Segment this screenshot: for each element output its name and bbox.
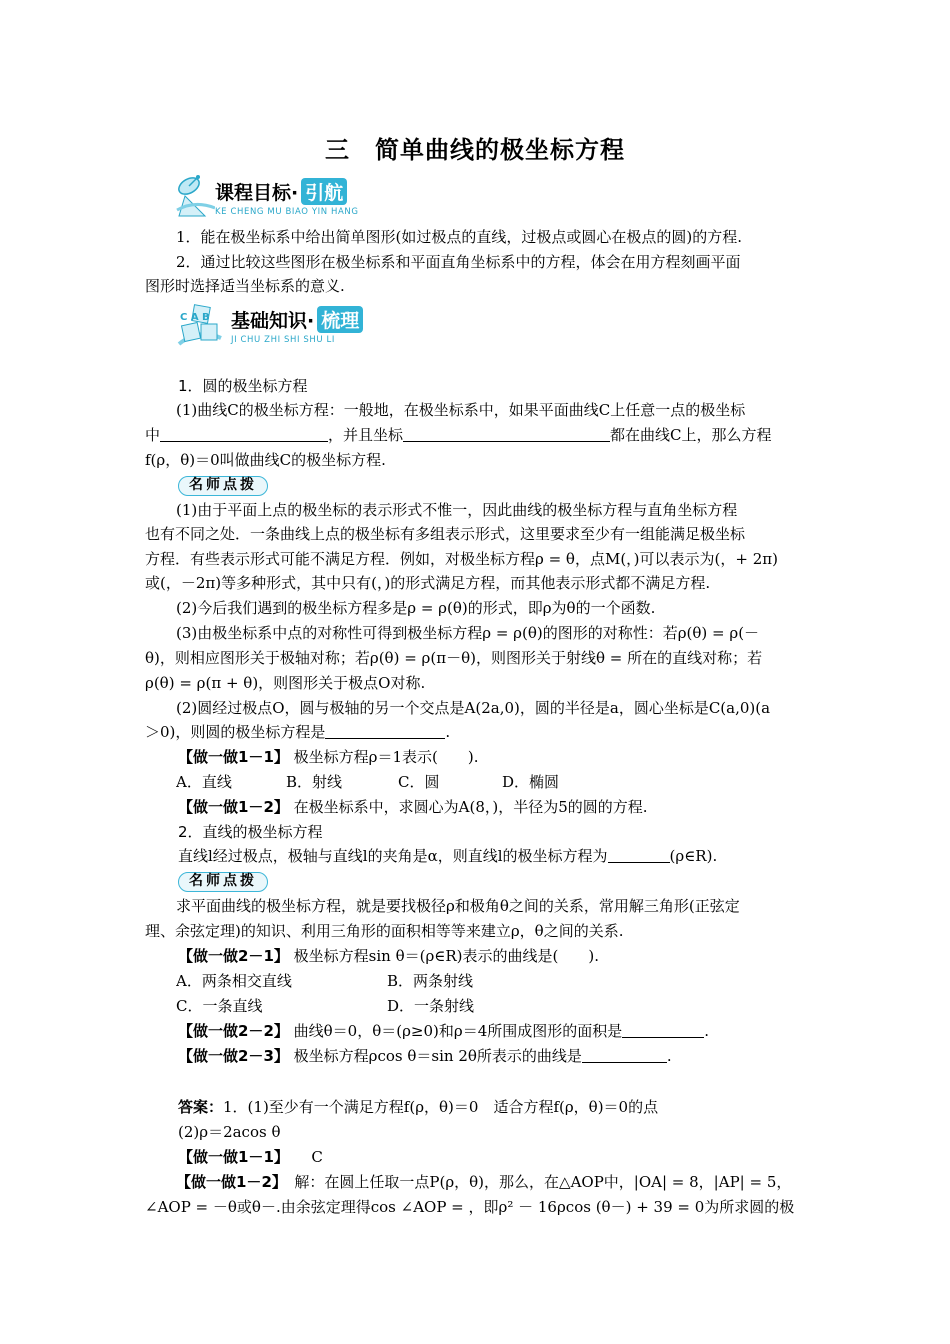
answers-1-2-line-1: 【做一做1－2】 解：在圆上任取一点P(ρ，θ)，那么，在△AOP中，|OA| = 8，|AP| = 5， xyxy=(176,1173,792,1191)
banner-goals-tag: 引航 xyxy=(301,178,347,205)
section-1-heading: 1．圆的极坐标方程 xyxy=(178,377,308,395)
section-banner-goals xyxy=(175,170,385,220)
answer-blank-3 xyxy=(325,724,445,739)
teacher-tip-label: 名师点拨 xyxy=(189,477,257,493)
note-1-line-2: 也有不同之处．一条曲线上点的极坐标有多组表示形式，这里要求至少有一组能满足极坐标 xyxy=(145,525,746,543)
note-1-line-3: 方程．有些表示形式可能不满足方程．例如，对极坐标方程ρ = θ，点M(，)可以表示为(，+ 2π) xyxy=(145,550,778,568)
teacher-tip-label: 名师点拨 xyxy=(189,873,257,889)
goal-1: 1．能在极坐标系中给出简单图形(如过极点的直线，过极点或圆心在极点的圆)的方程. xyxy=(176,228,743,246)
section-banner-basics xyxy=(175,298,405,350)
goal-2-line-1: 2．通过比较这些图形在极坐标系和平面直角坐标系中的方程，体会在用方程刻画平面 xyxy=(176,253,741,271)
section-1-para-1: (1)曲线C的极坐标方程：一般地，在极坐标系中，如果平面曲线C上任意一点的极坐标 xyxy=(176,401,746,419)
note-1-line-6: (3)由极坐标系中点的对称性可得到极坐标方程ρ = ρ(θ)的图形的对称性：若ρ(θ) = ρ(－ xyxy=(176,624,760,642)
teacher-tip-badge-1 xyxy=(178,474,268,496)
answer-blank-5 xyxy=(622,1023,704,1038)
note-1-line-5: (2)今后我们遇到的极坐标方程多是ρ = ρ(θ)的形式，即ρ为θ的一个函数. xyxy=(176,599,656,617)
banner-basics-letters: C A B xyxy=(180,312,210,323)
section-1-para-3: f(ρ，θ)＝0叫做曲线C的极坐标方程. xyxy=(145,451,386,469)
answers-1-1: 【做一做1－1】 C xyxy=(178,1148,323,1166)
exercise-2-1: 【做一做2－1】 极坐标方程sin θ＝(ρ∈R)表示的曲线是( ). xyxy=(178,947,600,965)
page-title: 三 简单曲线的极坐标方程 xyxy=(325,136,625,164)
section-1b-line-1: (2)圆经过极点O，圆与极轴的另一个交点是A(2a,0)，圆的半径是a，圆心坐标是C(a,0)(a xyxy=(176,699,771,717)
note-1-line-7: θ)，则相应图形关于极轴对称；若ρ(θ) = ρ(π－θ)，则图形关于射线θ = 所在的直线对称；若 xyxy=(145,649,763,667)
note-1-line-4: 或(，－2π)等多种形式，其中只有(，)的形式满足方程，而其他表示形式都不满足方程. xyxy=(145,574,711,592)
option-b: B．射线 xyxy=(286,773,343,791)
option-a: A．直线 xyxy=(176,773,232,791)
section-1-para-2: 中 ，并且坐标 都在曲线C上，那么方程 xyxy=(145,426,772,444)
exercise-1-1: 【做一做1－1】 极坐标方程ρ＝1表示( ). xyxy=(178,748,479,766)
answer-blank-6 xyxy=(582,1048,667,1063)
exercise-2-1-options-row-2 xyxy=(176,996,810,1016)
answers-1-2-line-2: ∠AOP = －θ或θ－.由余弦定理得cos ∠AOP = ，即ρ² － 16ρcos (θ－) + 39 = 0为所求圆的极 xyxy=(145,1198,795,1216)
section-2-heading: 2．直线的极坐标方程 xyxy=(178,823,323,841)
note-1-line-1: (1)由于平面上点的极坐标的表示形式不惟一，因此曲线的极坐标方程与直角坐标方程 xyxy=(176,501,738,519)
teacher-tip-badge-2 xyxy=(178,870,268,892)
option-d: D．一条射线 xyxy=(387,997,475,1015)
option-d: D．椭圆 xyxy=(502,773,560,791)
banner-goals-title: 课程目标· xyxy=(215,182,299,204)
answer-blank-1 xyxy=(160,427,328,442)
section-1b-line-2: ＞0)，则圆的极坐标方程是 . xyxy=(145,723,451,741)
note-2-line-2: 理、余弦定理)的知识、利用三角形的面积相等等来建立ρ，θ之间的关系. xyxy=(145,922,624,940)
note-1-line-8: ρ(θ) = ρ(π + θ)，则图形关于极点O对称. xyxy=(145,674,426,692)
answer-blank-2 xyxy=(403,427,610,442)
exercise-2-2: 【做一做2－2】 曲线θ＝0，θ＝(ρ≥0)和ρ＝4所围成图形的面积是 . xyxy=(178,1022,710,1040)
exercise-2-1-options-row-1 xyxy=(176,971,810,991)
note-2-line-1: 求平面曲线的极坐标方程，就是要找极径ρ和极角θ之间的关系，常用解三角形(正弦定 xyxy=(176,897,740,915)
option-c: C．圆 xyxy=(398,773,440,791)
exercise-1-2: 【做一做1－2】 在极坐标系中，求圆心为A(8，)，半径为5的圆的方程. xyxy=(178,798,648,816)
banner-basics-pinyin: JI CHU ZHI SHI SHU LI xyxy=(231,335,335,345)
answers-line-2: (2)ρ＝2acos θ xyxy=(178,1123,281,1141)
answer-blank-4 xyxy=(608,848,670,863)
exercise-1-1-options xyxy=(176,772,810,792)
answers-line-1: 答案：1．(1)至少有一个满足方程f(ρ，θ)＝0 适合方程f(ρ，θ)＝0的点 xyxy=(178,1098,659,1116)
goal-2-line-2: 图形时选择适当坐标系的意义. xyxy=(145,277,345,295)
exercise-2-3: 【做一做2－3】 极坐标方程ρcos θ＝sin 2θ所表示的曲线是 . xyxy=(178,1047,672,1065)
banner-basics-title: 基础知识· xyxy=(231,310,315,332)
satellite-dish-icon xyxy=(175,170,215,218)
section-2-para: 直线l经过极点，极轴与直线l的夹角是α，则直线l的极坐标方程为 (ρ∈R). xyxy=(178,847,718,865)
option-b: B．两条射线 xyxy=(387,972,474,990)
abc-blocks-icon xyxy=(175,298,223,348)
option-a: A．两条相交直线 xyxy=(176,972,292,990)
option-c: C．一条直线 xyxy=(176,997,263,1015)
banner-basics-tag: 梳理 xyxy=(317,306,363,333)
banner-goals-pinyin: KE CHENG MU BIAO YIN HANG xyxy=(215,207,359,217)
